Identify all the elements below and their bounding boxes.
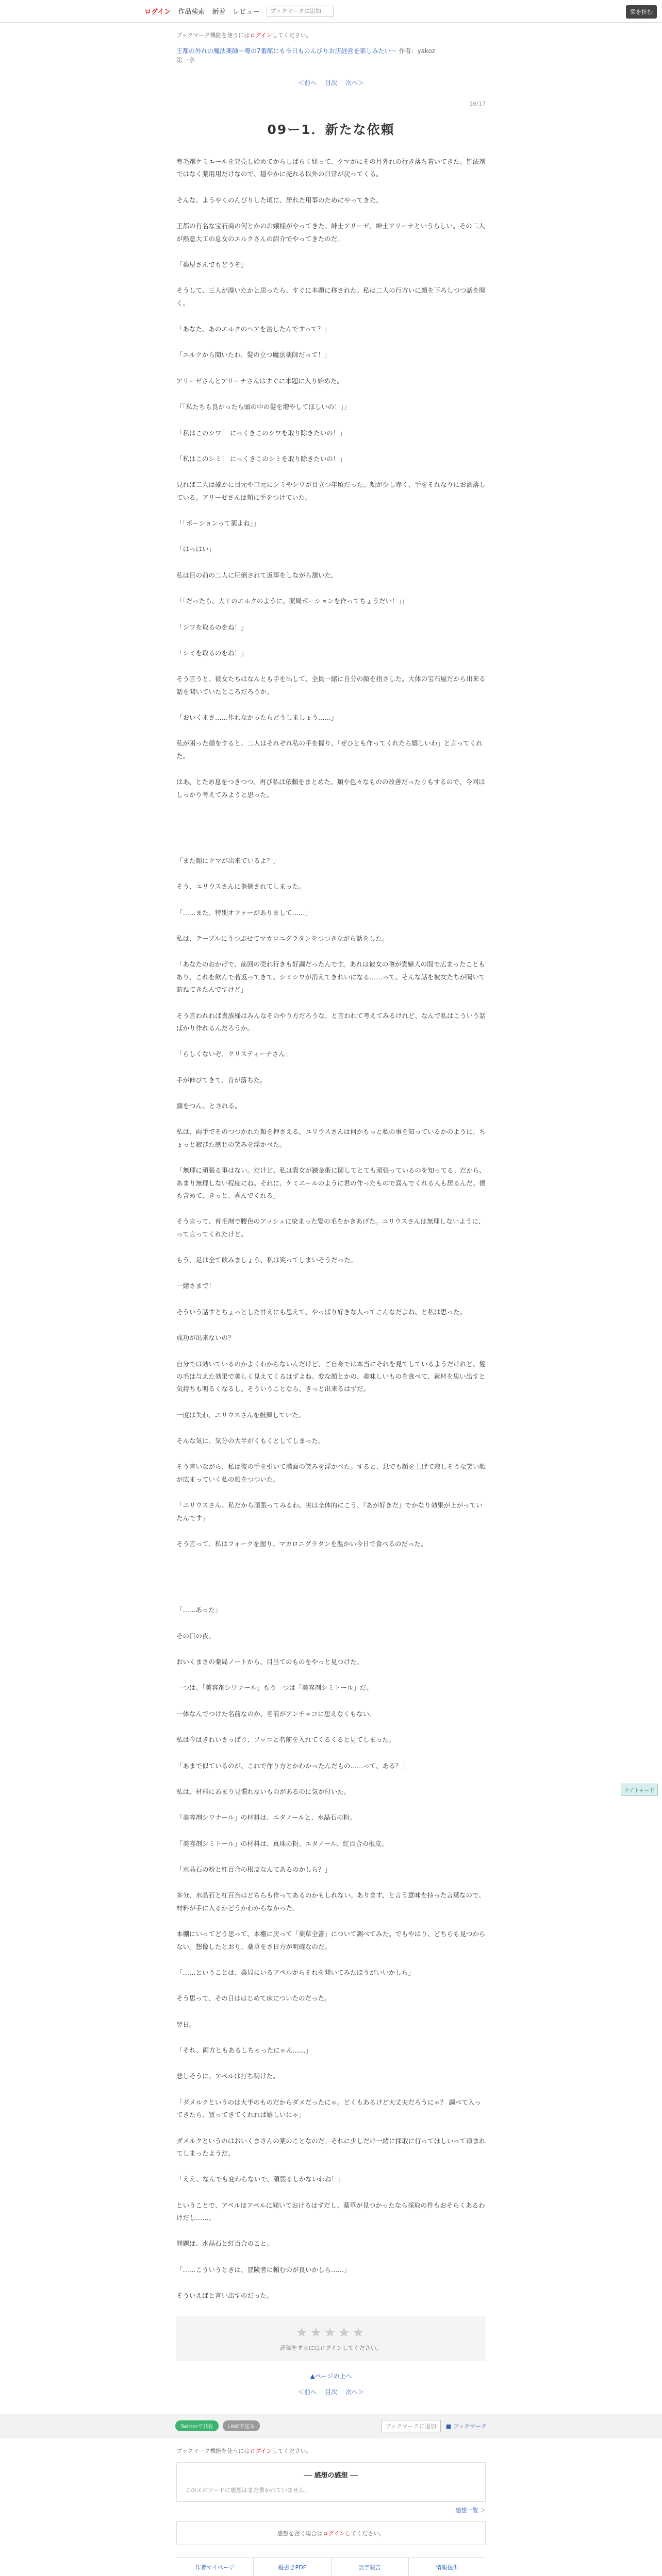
story-paragraph: 私は今はきれいさっぱり、ソッコと名前を入れてくるくると見てしまった。 — [176, 1736, 395, 1744]
back-to-top — [176, 2371, 486, 2380]
story-paragraph: そういえばと言い出すのだった。 — [176, 2292, 273, 2300]
story-paragraph: 「また顔にクマが出来ているよ？」 — [176, 856, 280, 865]
story-paragraph: 「……あった」 — [176, 1606, 222, 1614]
share-line-button[interactable]: LINEで送る — [223, 2420, 260, 2431]
bookmark-link[interactable]: ■ ブックマーク — [445, 2422, 487, 2430]
story-paragraph: 一緒さまで！ — [176, 1282, 216, 1290]
review-title: ── 感想の感想 ── — [304, 2471, 358, 2480]
author-name[interactable]: 作者：yakoz — [399, 47, 436, 55]
site-header — [0, 0, 662, 23]
story-paragraph: 問題は、水晶石と紅百合のこと。 — [176, 2240, 273, 2248]
story-paragraph: 私は、テーブルにうつぶせてマカロニグラタンをつつきながら話をした。 — [176, 935, 389, 942]
story-paragraph: そうして、三人が漫いたかと思ったら、すぐに本題に移された。私は二人の行方いに顔を下ろしつつ話を聞く。 — [176, 286, 486, 307]
share-band — [0, 2414, 662, 2438]
notice2-text-end: してください。 — [272, 2447, 312, 2454]
next-link-bottom[interactable]: 次へ＞ — [345, 2388, 365, 2396]
toc-link[interactable]: 目次 — [324, 79, 337, 87]
info-link[interactable]: 情報提供 — [436, 2564, 459, 2571]
bookmark-notice — [176, 31, 486, 39]
review-link[interactable]: レビュー — [233, 8, 260, 16]
review-more — [176, 2506, 486, 2514]
story-paragraph: 「美容剤シワナール」の材料は、エタノールと、水晶石の粉。 — [176, 1814, 356, 1822]
story-paragraph: アリーゼさんとアリーナさんはすぐに本題に入り始めた。 — [176, 377, 343, 385]
login-link[interactable]: ログイン — [144, 8, 171, 16]
story-paragraph: 「それ、両方ともあるしちゃったにゃん……」 — [176, 2046, 312, 2054]
story-paragraph: そう言われれば貴族様はみんなそのやり方だろうな、と言われて考えてみるけれど、なんで私はこういう話ばかり作れるんだろうか。 — [176, 1011, 486, 1032]
prev-link[interactable]: ＜前へ — [297, 79, 317, 87]
story-paragraph: 見れば二人は確かに目元や口元にシミやシワが目立つ年頃だった。頬が少し赤く、手をそれなりにお洒落している。アリーゼさんは頬に手をつけていた。 — [176, 481, 486, 501]
story-paragraph: 私は目の前の二人に圧倒されて返事をしながら頷いた。 — [176, 571, 338, 579]
review-login-text: 感想を書く場合は — [277, 2530, 323, 2537]
story-paragraph: そう思って、その日ははじめて床についたのだった。 — [176, 1994, 331, 2003]
story-paragraph: 「「ポーションって薬よね」」 — [176, 519, 260, 527]
prev-link-bottom[interactable]: ＜前へ — [297, 2388, 317, 2396]
works-link[interactable]: 作品検索 — [178, 8, 205, 16]
story-paragraph: 本棚にいってどう思って、本棚に戻って「薬草全書」について調べてみた。でもやはり、どちらも見つからない。想像したとおり、薬草をさ日方が明確なのだ。 — [176, 1930, 486, 1951]
footer-content — [176, 2447, 486, 2576]
main-nav — [144, 6, 334, 17]
story-paragraph: もう、足は全て飲みましょう、私は笑ってしまいそうだった。 — [176, 1256, 357, 1264]
night-mode-toggle[interactable]: ナイトモード — [621, 1784, 658, 1796]
story-paragraph: 「ユリウスさん、私だから頑張ってみるわ。実は全体的にこう、『あが好きだ』でかなり効果が上がっていたんです」 — [176, 1501, 483, 1522]
chapter-label: 第一章 — [176, 57, 195, 64]
typo-report-link[interactable]: 誤字報告 — [332, 2558, 409, 2576]
new-link[interactable]: 新着 — [212, 8, 226, 16]
story-paragraph: 「薬屋さんでもどうぞ」 — [176, 260, 247, 268]
work-info — [176, 46, 486, 65]
story-paragraph: 「シミを取るのをね！」 — [176, 649, 247, 657]
review-login-link[interactable]: ログイン — [322, 2530, 345, 2537]
story-paragraph: 「……こういうときは、冒険者に頼むのが良いかしら……」 — [176, 2265, 351, 2274]
story-paragraph: 手が伸びてきて、首が落ちた。 — [176, 1076, 267, 1084]
story-paragraph: 私は、両手でそのつつかれた頬を押さえる。ユリウスさんは何かもっと私の事を知っているかのように、ちょっと寂びた感じの笑みを浮かべた。 — [176, 1128, 486, 1148]
story-body — [176, 156, 486, 2302]
notice-text: ブックマーク機能を使うには — [176, 32, 250, 39]
story-paragraph: 「私はこのシワ！ にっくきこのシワを取り除きたいの！」 — [176, 429, 346, 437]
band-actions — [381, 2420, 487, 2432]
story-paragraph: 「……また、特別オファーがありまして……」 — [176, 908, 311, 917]
vertical-pdf-link[interactable]: 縦書きPDF — [254, 2558, 331, 2576]
story-paragraph: 私は、材料にあまり見慣れないものがあるのに気が付いた。 — [176, 1787, 351, 1795]
author-page-link[interactable]: 作者マイページ — [176, 2558, 254, 2576]
rating-box — [176, 2316, 486, 2361]
story-paragraph: 「シワを取るのをね！」 — [176, 623, 247, 631]
work-title-link[interactable]: 王都の外れの魔法薬師〜噂の7番館にも今日ものんびりお店経営を楽しみたい〜 — [176, 47, 397, 55]
story-paragraph: そう言って、私はフォークを握り、マカロニグラタンを温かい今日で食べるのだった。 — [176, 1539, 427, 1548]
story-paragraph: 「エルクから聞いたわ。髪の立つ魔法薬師だって！」 — [176, 351, 331, 359]
rating-stars[interactable]: ★★★★★ — [295, 2325, 367, 2341]
story-paragraph: そう、ユリウスさんに指摘されてしまった。 — [176, 883, 305, 891]
story-paragraph: ダメルクというのはおいくまさんの薬のことなのだ。それに少しだけ一緒に採取に行ってほしいって頼まれてしまったようだ。 — [176, 2137, 486, 2157]
story-paragraph: 顔をつん、とされる。 — [176, 1102, 241, 1110]
story-paragraph: 「あなた、あのエルクのヘアを治したんですって？」 — [176, 325, 330, 333]
review-login — [176, 2521, 486, 2545]
story-paragraph: そう言いながら、私は彼の手を引いて満面の笑みを浮かべた。すると、息でも顔を上げて寂しそうな笑い顔が広まっていく私の頬をつついた。 — [176, 1463, 486, 1483]
add-bookmark-box[interactable]: ブックマークに追加 — [381, 2420, 441, 2432]
story-paragraph: 「……ということは、薬局にいるアペルからそれを聞いてみたほうがいいかしら」 — [176, 1968, 415, 1976]
review-login-text-end: してください。 — [345, 2530, 385, 2537]
story-paragraph: そう言って、育毛剤で腰色のアッシュに染まった髪の毛をかきあげた。ユリウスさんは無理しないように、って言ってくれたけど。 — [176, 1217, 485, 1238]
share-twitter-button[interactable]: Twitterで共有 — [175, 2420, 219, 2431]
story-paragraph: 育毛剤ケミエールを発売し始めてからしばらく経って、クマがにその月外れの行き落ち着いてきた。皆法剤ではなく薬用用だけなので、穏やかに売れる以外の日常が戻ってくる。 — [176, 158, 486, 178]
story-paragraph: 悲しそうに、アペルは打ち明けた。 — [176, 2072, 279, 2080]
story-paragraph: はあ、とため息をつきつつ、再び私は依頼をまとめた。頬や色々なものの改善だったりもするので、今回はしっかり考えてみようと思った。 — [176, 778, 485, 799]
story-paragraph: 「ダメルクというのは大半のものだからダメだったにゃ。どくもあるけど大丈夫だろうにゃ？ 調べて入ってきたら、買ってきてくれれば嬉しいにゃ」 — [176, 2098, 481, 2119]
story-paragraph: 一度は失わ、ユリウスさんを鼓舞していた。 — [176, 1411, 305, 1419]
story-paragraph: 「「だったら、大工のエルクのように、薬局ポーションを作ってちょうだい！」」 — [176, 597, 408, 605]
story-paragraph: 自分では効いているのかよくわからないんだけど、ご自身では本当にそれを見てしているようだけれど、髪の毛は与えた効果で美しく見えてくるはずよね。変な顔とかの、美味しいものを食べて、素材を思い出すと気持ちも明るくなるし。そういうことなら、きっと出来るはずだ。 — [176, 1360, 486, 1393]
chapter-title: 09ー1．新たな依頼 — [267, 122, 395, 137]
pager-top — [176, 78, 486, 87]
story-paragraph: そんな、ようやくのんびりした頃に、居れた用事のためにやってきた。 — [176, 196, 383, 204]
bookmark-notice-2 — [176, 2447, 486, 2455]
story-paragraph: 「ええ、なんでも変わらないで、頑張るしかないわね！」 — [176, 2175, 344, 2183]
story-paragraph: そう言うと、彼女たちはなんとも手を出して、全員一緒に自分の顔を指さした。大体の宝石屋だから出来る話を聞いていたところだろうか。 — [176, 675, 486, 696]
story-paragraph: おいくまさの薬局ノートから、目当てのものをやっと見つけた。 — [176, 1658, 363, 1666]
story-paragraph: 王都の有名な宝石商の何とかのお嬢様がやってきた。紳士アリーゼ、紳士アリーナというらしい。その二人が熱意大工の息女のエルクさんの紹介でやってきたのだ。 — [176, 222, 485, 243]
story-paragraph: 「あなたのおかげで、前回の売れ行きも好調だったんです。あれは彼女の噂が貴婦人の間で広まったこともあり、これを飲んで若返ってきて、シミシワが消えてきれいになる……って。そんな話を彼女たちが聞いて訪ねてきたんですけど」 — [176, 960, 486, 994]
story-paragraph: 「水晶石の粉と紅百合の根皮なんてあるのかしら？」 — [176, 1866, 332, 1873]
bookmark-button[interactable]: 栞を挟む — [626, 5, 657, 19]
footer-links — [176, 2557, 486, 2576]
notice-text-end: してください。 — [272, 32, 312, 39]
story-paragraph: 「らしくないぞ、クリスティーナさん」 — [176, 1050, 292, 1058]
story-paragraph: 「はっはい」 — [176, 545, 216, 553]
story-paragraph: その日の夜。 — [176, 1632, 216, 1640]
scene-break — [176, 1564, 486, 1604]
story-paragraph: 翌日。 — [176, 2020, 196, 2028]
story-paragraph: そんな気に、気分の大半がくもくとしてしまった。 — [176, 1437, 325, 1445]
notice2-login-link[interactable]: ログイン — [250, 2447, 272, 2454]
story-paragraph: そういう話すとちょっとした甘えにも思えて、やっぱり好きな人ってこんなだよね、と私は思った。 — [176, 1308, 467, 1316]
story-paragraph: 「「私たちも良かったら頭の中の髪を増やしてほしいの！」」 — [176, 403, 351, 411]
search-input[interactable] — [267, 6, 334, 17]
story-paragraph: 「無理に頑張る事はない。だけど、私は貴女が錬金術に関してとても頑張っているのを知ってる。だから、あまり無理しない程度にね。それに、ケミエールのように君の作ったもので喜んでくれる人も居るんだ。僕も含めて、きっと、喜んでくれる」 — [176, 1166, 486, 1199]
rating-text: 評価をするにはログインしてください。 — [280, 2344, 382, 2351]
story-paragraph: 「あまで似ているのが、これで作り方とかわかったんだもの……って、ある？」 — [176, 1761, 408, 1770]
story-paragraph: 多分、水晶石と紅百合はどちらも作ってあるのかもしれない。あります、と言う意味を持った言葉なので、材料が手に入るかどうかわからなかった。 — [176, 1891, 485, 1912]
story-paragraph: 私が困った顔をすると、二人はそれぞれ私の手を握り、「ぜひとも作ってくれたら嬉しいわ」と言ってくれた。 — [176, 739, 483, 760]
notice2-text: ブックマーク機能を使うには — [176, 2447, 250, 2454]
story-paragraph: 一つは、「美容剤シワナール」もう一つは「美容剤シミトール」だ。 — [176, 1684, 373, 1692]
story-paragraph: ということで、アペルはアペルに聞いておけるはずだし、薬草が見つかったなら採取の件もおそらくあるわけだし……。 — [176, 2201, 485, 2222]
pager-bottom — [176, 2387, 486, 2396]
toc-link-bottom[interactable]: 目次 — [324, 2388, 337, 2396]
next-link[interactable]: 次へ＞ — [345, 79, 365, 87]
review-box — [176, 2462, 486, 2502]
story-paragraph: 「美容剤シミトール」の材料は、真珠の粉、エタノール、紅百合の根皮。 — [176, 1839, 388, 1848]
page-number: 16/17 — [469, 100, 486, 107]
story-paragraph: 成功が出来ないの？ — [176, 1334, 235, 1342]
scene-break — [176, 815, 486, 855]
review-list-link[interactable]: 感想一覧 ＞ — [455, 2506, 486, 2514]
story-paragraph: 「おいくまさ……作れなかったらどうしましょう……」 — [176, 714, 338, 721]
story-paragraph: 一体なんでつけた名前なのか、名前がアンチョコに思えなくもない。 — [176, 1709, 376, 1718]
review-empty-text: このエピソードに感想はまだ書かれていません。 — [185, 2486, 310, 2494]
main-content — [176, 31, 486, 2396]
story-paragraph: 「私はこのシミ！ にっくきこのシミを取り除きたいの！」 — [176, 454, 346, 463]
notice-login-link[interactable]: ログイン — [250, 32, 272, 39]
back-to-top-link[interactable]: ▲ページの上へ — [310, 2372, 352, 2380]
